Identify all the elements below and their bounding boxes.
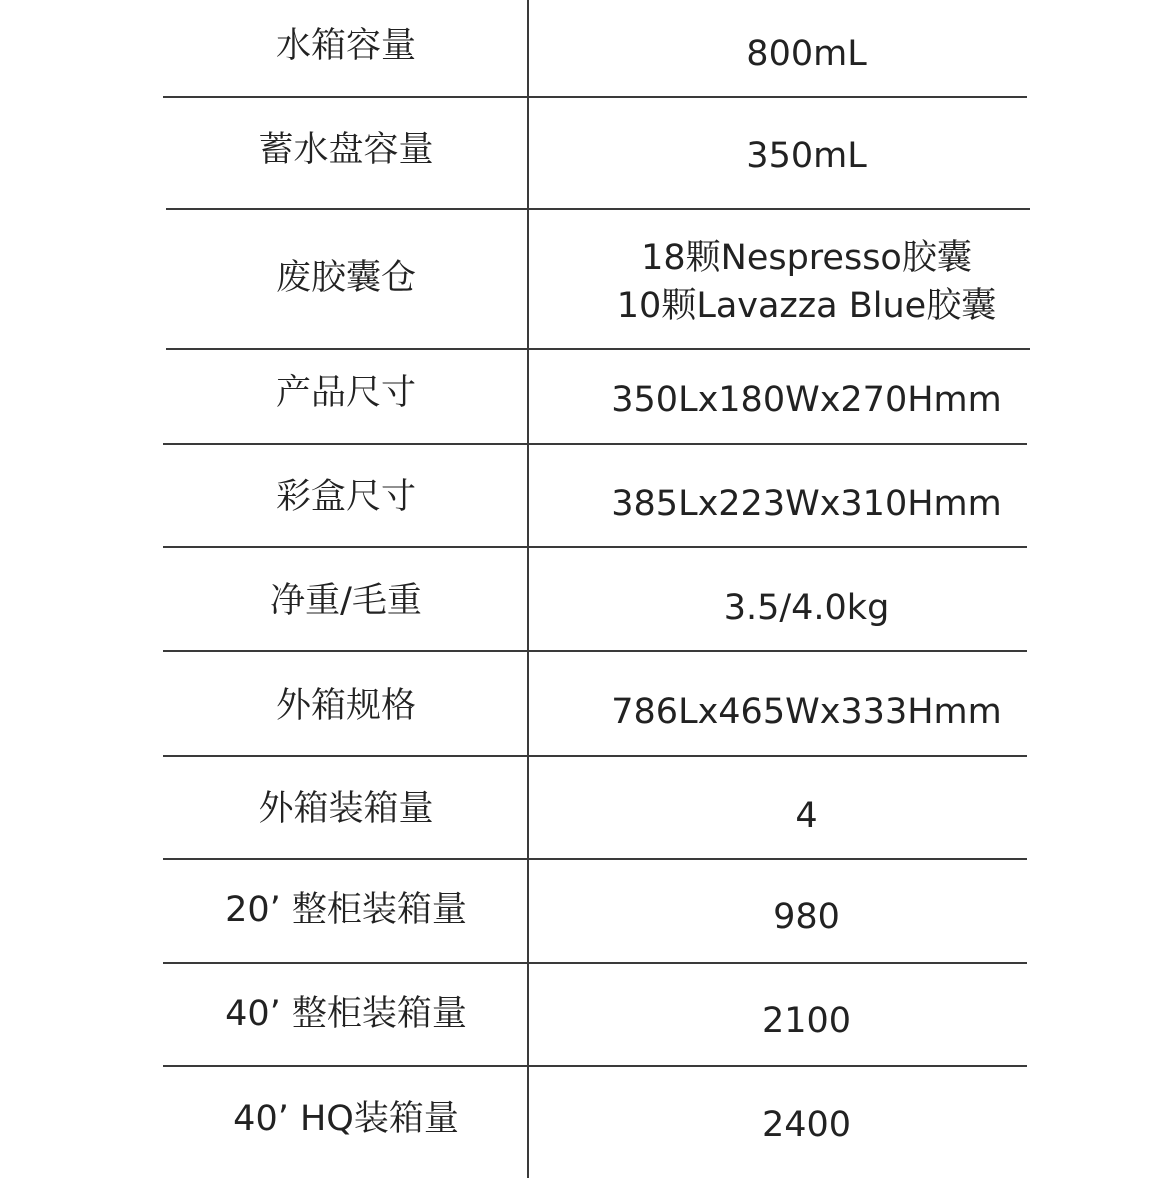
spec-label-product-size: 产品尺寸 — [275, 373, 416, 413]
row-divider — [163, 858, 1027, 860]
spec-label-40ft-container: 40’ 整柜装箱量 — [225, 994, 467, 1034]
spec-value-capsule-bin: 18颗Nespresso胶囊 10颗Lavazza Blue胶囊 — [616, 238, 997, 326]
spec-value-drip-tray: 350mL — [746, 136, 867, 176]
row-divider — [166, 348, 1030, 350]
spec-label-40ft-hq-container: 40’ HQ装箱量 — [233, 1099, 459, 1139]
spec-value-carton-quantity: 4 — [795, 796, 818, 836]
row-divider — [163, 650, 1027, 652]
row-divider — [163, 962, 1027, 964]
spec-label-20ft-container: 20’ 整柜装箱量 — [225, 890, 467, 930]
spec-value-40ft-hq-container: 2400 — [761, 1105, 852, 1145]
spec-value-20ft-container: 980 — [773, 897, 840, 937]
row-divider — [166, 208, 1030, 210]
spec-value-weight: 3.5/4.0kg — [723, 588, 890, 628]
spec-label-color-box-size: 彩盒尺寸 — [275, 477, 416, 517]
row-divider — [163, 443, 1027, 445]
spec-value-carton-size: 786Lx465Wx333Hmm — [611, 692, 1002, 732]
spec-value-40ft-container: 2100 — [761, 1001, 852, 1041]
row-divider — [163, 755, 1027, 757]
spec-label-weight: 净重/毛重 — [270, 581, 422, 621]
row-divider — [163, 96, 1027, 98]
row-divider — [163, 546, 1027, 548]
spec-label-water-tank: 水箱容量 — [275, 26, 416, 66]
spec-label-drip-tray: 蓄水盘容量 — [258, 130, 434, 170]
spec-label-carton-quantity: 外箱装箱量 — [258, 789, 434, 829]
spec-value-product-size: 350Lx180Wx270Hmm — [611, 380, 1002, 420]
spec-value-color-box-size: 385Lx223Wx310Hmm — [611, 484, 1002, 524]
row-divider — [163, 1065, 1027, 1067]
spec-value-water-tank: 800mL — [746, 34, 867, 74]
spec-label-carton-size: 外箱规格 — [275, 686, 416, 726]
spec-label-capsule-bin: 废胶囊仓 — [275, 258, 416, 298]
